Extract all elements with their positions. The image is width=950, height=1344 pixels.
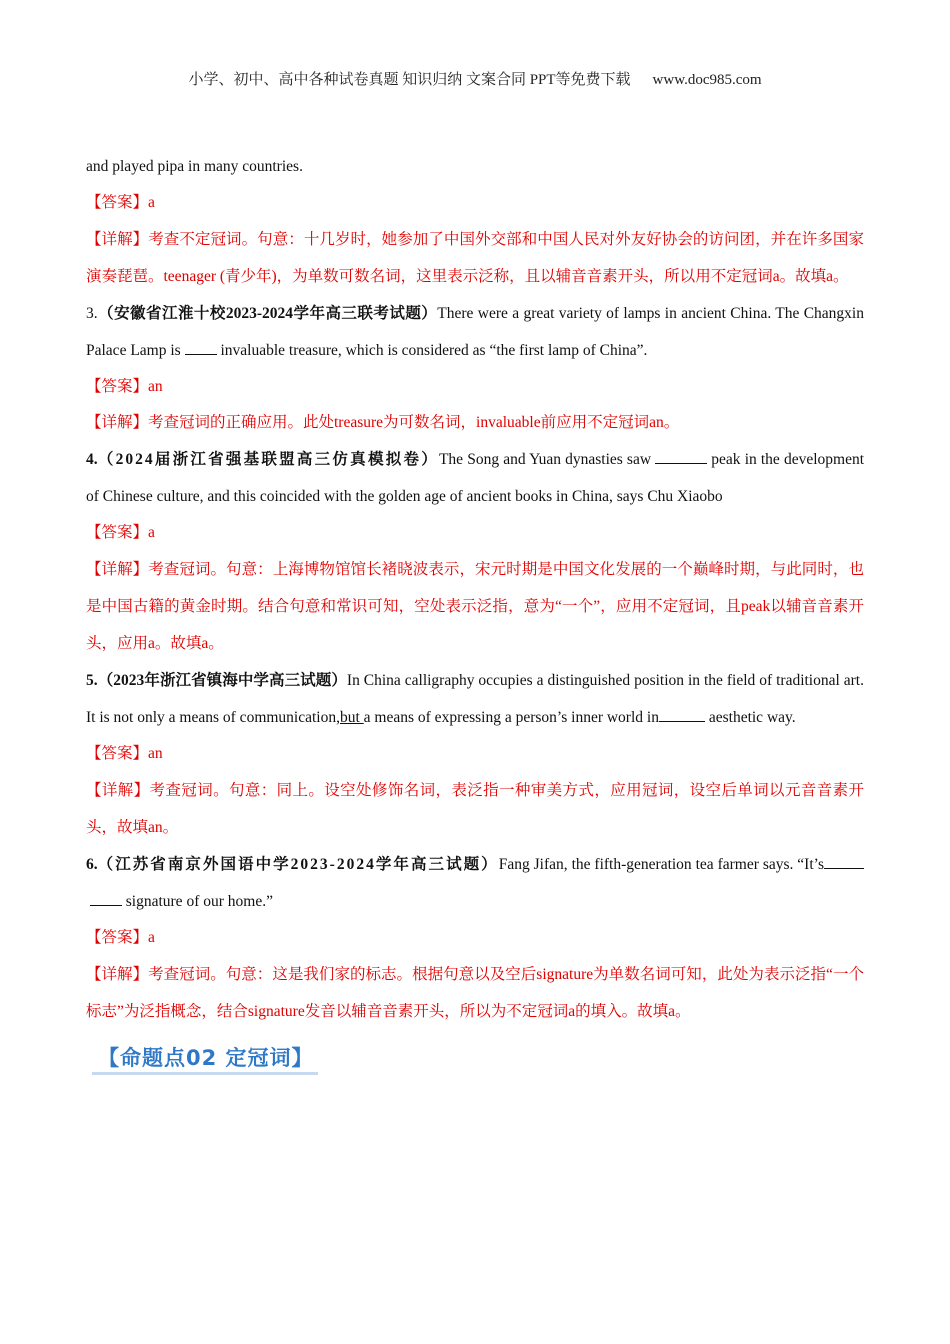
question-source: （2024届浙江省强基联盟高三仿真模拟卷） <box>97 451 439 468</box>
question-source: （2023年浙江省镇海中学高三试题） <box>97 672 347 689</box>
answer-4: 【答案】a <box>86 524 155 541</box>
detail-5: 【详解】考查冠词。句意：同上。设空处修饰名词，表泛指一种审美方式，应用冠词，设空后单词以元音音素开头，故填an。 <box>86 782 864 836</box>
answer-2: 【答案】a <box>86 194 155 211</box>
question-text-after: invaluable treasure, which is considered as “the first lamp of China”. <box>216 342 648 359</box>
question-5 <box>86 662 864 736</box>
answer-blank-2 <box>90 891 122 906</box>
question-text-before: The Song and Yuan dynasties saw <box>438 451 656 468</box>
section-heading: 【命题点02 定冠词】 <box>92 1042 318 1075</box>
answer-blank <box>659 707 705 722</box>
question-number: 4. <box>86 451 98 468</box>
document-body <box>86 148 864 1075</box>
header-site[interactable]: www.doc985.com <box>652 72 762 88</box>
answer-5: 【答案】an <box>86 745 163 762</box>
question-text-before: Fang Jifan, the fifth-generation tea farmer says. “It’s <box>498 856 824 873</box>
question-2-continuation: and played pipa in many countries. <box>86 158 303 175</box>
page-header <box>0 68 950 89</box>
question-text-before: In China calligraphy occupies a distinguished position in the field of traditional art. It is not only a means of communication, <box>86 672 864 726</box>
answer-3: 【答案】an <box>86 378 163 395</box>
question-4 <box>86 441 864 515</box>
answer-6: 【答案】a <box>86 929 155 946</box>
answer-blank <box>185 340 217 355</box>
question-6 <box>86 846 864 920</box>
detail-6: 【详解】考查冠词。句意：这是我们家的标志。根据句意以及空后signature为单数名词可知，此处为表示泛指“一个标志”为泛指概念，结合signature发音以辅音音素开头，所以为不定冠词a的填入。故填a。 <box>86 966 864 1020</box>
question-number: 5. <box>86 672 98 689</box>
question-text-after: aesthetic way. <box>704 709 796 726</box>
question-source: （江苏省南京外国语中学2023-2024学年高三试题） <box>97 856 499 873</box>
question-text-middle: a means of expressing a person’s inner world in <box>363 709 659 726</box>
question-3 <box>86 295 864 369</box>
answer-blank <box>655 449 707 464</box>
detail-3: 【详解】考查冠词的正确应用。此处treasure为可数名词，invaluable前应用不定冠词an。 <box>86 414 680 431</box>
question-text-after: signature of our home.” <box>121 893 273 910</box>
answer-blank <box>824 854 864 869</box>
detail-2: 【详解】考查不定冠词。句意：十几岁时，她参加了中国外交部和中国人民对外友好协会的访问团，并在许多国家演奏琵琶。teenager (青少年)，为单数可数名词，这里表示泛称，且以辅音音素开头，所以用不定冠词a。故填a。 <box>86 231 864 285</box>
header-text: 小学、初中、高中各种试卷真题 知识归纳 文案合同 PPT等免费下载 <box>188 72 631 88</box>
question-source: （安徽省江淮十校2023-2024学年高三联考试题） <box>97 305 438 322</box>
underlined-word: but <box>339 709 364 726</box>
question-number: 3. <box>86 305 98 322</box>
detail-4: 【详解】考查冠词。句意：上海博物馆馆长褚晓波表示，宋元时期是中国文化发展的一个巅峰时期，与此同时，也是中国古籍的黄金时期。结合句意和常识可知，空处表示泛指，意为“一个”，应用不定冠词，且peak以辅音音素开头，应用a。故填a。 <box>86 561 864 652</box>
question-text-after: peak in the development of Chinese culture, and this coincided with the golden age of ancient books in China, says Chu Xiaobo <box>86 451 864 505</box>
question-number: 6. <box>86 856 98 873</box>
question-text-before: There were a great variety of lamps in ancient China. The Changxin Palace Lamp is <box>86 305 864 359</box>
